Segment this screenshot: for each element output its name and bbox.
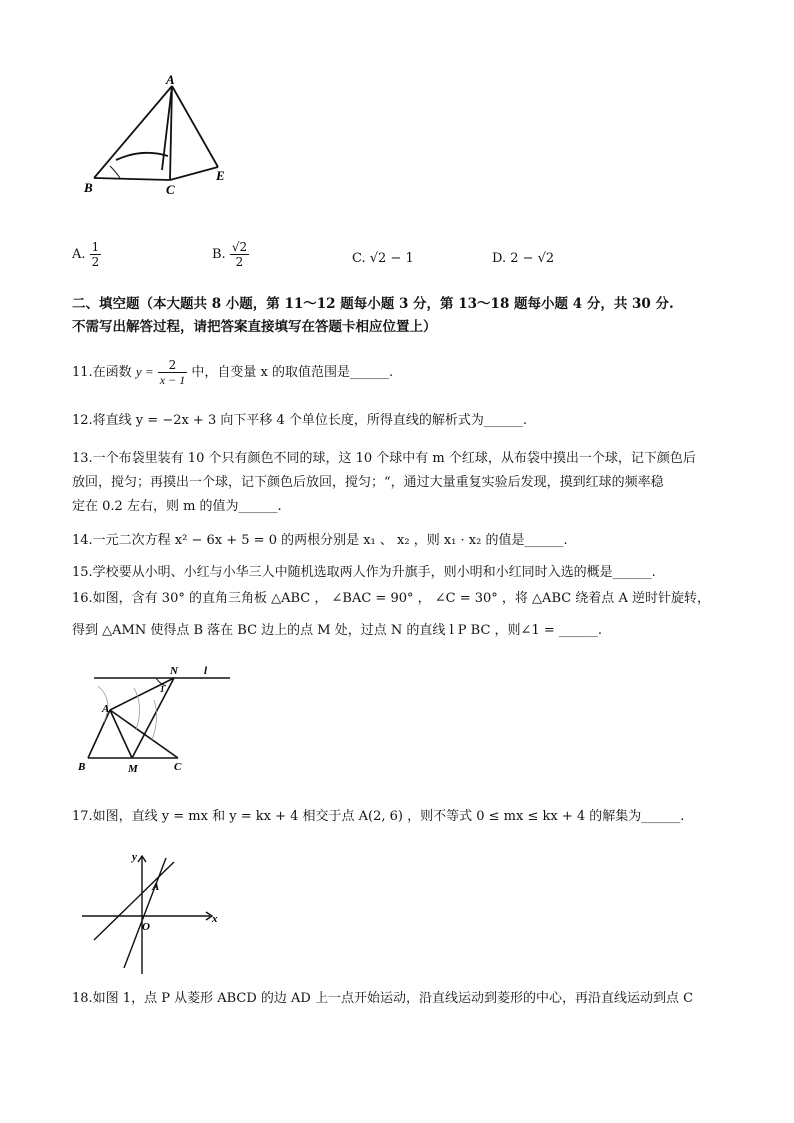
section-header-line2: 不需写出解答过程，请把答案直接填写在答题卡相应位置上） xyxy=(72,319,437,335)
label-l: l xyxy=(204,665,208,677)
label-b: B xyxy=(84,180,93,195)
label-n: N xyxy=(170,665,178,677)
question-11: 11.在函数 y = $\frac{2}{x - 1}$ 中，自变量 x 的取值范围是______. xyxy=(72,358,394,387)
label-c: C xyxy=(174,761,182,773)
option-a-fraction: $\frac{1}{2}$ xyxy=(91,240,100,269)
label-m: M xyxy=(128,763,138,775)
label-y: y xyxy=(132,851,137,863)
question-17: 17.如图，直线 y = mx 和 y = kx + 4 相交于点 A(2, 6) ，则不等式 0 ≤ mx ≤ kx + 4 的解集为______. xyxy=(72,809,685,824)
figure-lines-graph xyxy=(76,848,226,978)
question-16-line1: 16.如图，含有 30° 的直角三角板 △ABC ， ∠BAC = 90° ， ∠C = 30° ，将 △ABC 绕着点 A 逆时针旋转， xyxy=(72,591,710,606)
edge-bc xyxy=(94,178,170,180)
label-b: B xyxy=(78,761,86,773)
question-18: 18.如图 1，点 P 从菱形 ABCD 的边 AD 上一点开始运动，沿直线运动到菱形的中心，再沿直线运动到点 C xyxy=(72,991,694,1006)
option-b-label: B. xyxy=(212,247,226,262)
label-angle-1: 1 xyxy=(160,684,165,694)
edge-ce xyxy=(170,167,218,180)
option-a xyxy=(72,240,101,269)
figure-triangle-abce xyxy=(82,70,242,210)
question-14: 14.一元二次方程 x² − 6x + 5 = 0 的两根分别是 x₁ 、 x₂ ，则 x₁ · x₂ 的值是______. xyxy=(72,533,568,548)
edge-ab xyxy=(94,86,172,178)
segment-mn xyxy=(132,678,174,758)
edge-ae xyxy=(172,86,218,167)
section-header-line1: 二、填空题（本大题共 8 小题，第 11～12 题每小题 3 分，第 13～18 题每小题 4 分，共 30 分. xyxy=(72,296,674,312)
question-13-line2: 放回，搅匀；再摸出一个球，记下颜色后放回，搅匀；“，通过大量重复实验后发现，摸到红球的频率稳 xyxy=(72,475,664,490)
label-a: A xyxy=(152,881,160,893)
question-12: 12.将直线 y = −2x + 3 向下平移 4 个单位长度，所得直线的解析式为______. xyxy=(72,413,528,428)
figure-rotated-triangle xyxy=(74,660,234,780)
question-13-line1: 13.一个布袋里装有 10 个只有颜色不同的球，这 10 个球中有 m 个红球，从布袋中摸出一个球，记下颜色后 xyxy=(72,451,696,466)
line-kx-plus-4 xyxy=(94,862,174,940)
question-15: 15.学校要从小明、小红与小华三人中随机选取两人作为升旗手，则小明和小红同时入选的概是______. xyxy=(72,565,656,580)
option-b xyxy=(212,240,249,269)
line-mx xyxy=(124,858,166,968)
label-a: A xyxy=(102,703,110,715)
arc-inner xyxy=(116,153,168,160)
question-16-line2: 得到 △AMN 使得点 B 落在 BC 边上的点 M 处，过点 N 的直线 l P BC ，则∠1 = ______. xyxy=(72,623,603,638)
label-x: x xyxy=(212,913,218,925)
option-d: D. 2 − √2 xyxy=(492,251,555,266)
label-c: C xyxy=(166,182,175,197)
label-a: A xyxy=(166,72,175,87)
segment-an xyxy=(110,678,174,710)
label-o: O xyxy=(142,921,150,933)
label-e: E xyxy=(216,168,225,183)
option-b-fraction: $\frac{√2}{2}$ xyxy=(231,240,248,269)
option-c: C. √2 − 1 xyxy=(352,251,414,266)
q11-fraction: $\frac{2}{x - 1}$ xyxy=(159,358,186,387)
question-13-line3: 定在 0.2 左右，则 m 的值为______. xyxy=(72,499,282,514)
option-a-label: A. xyxy=(72,247,86,262)
segment-ab xyxy=(88,710,110,758)
